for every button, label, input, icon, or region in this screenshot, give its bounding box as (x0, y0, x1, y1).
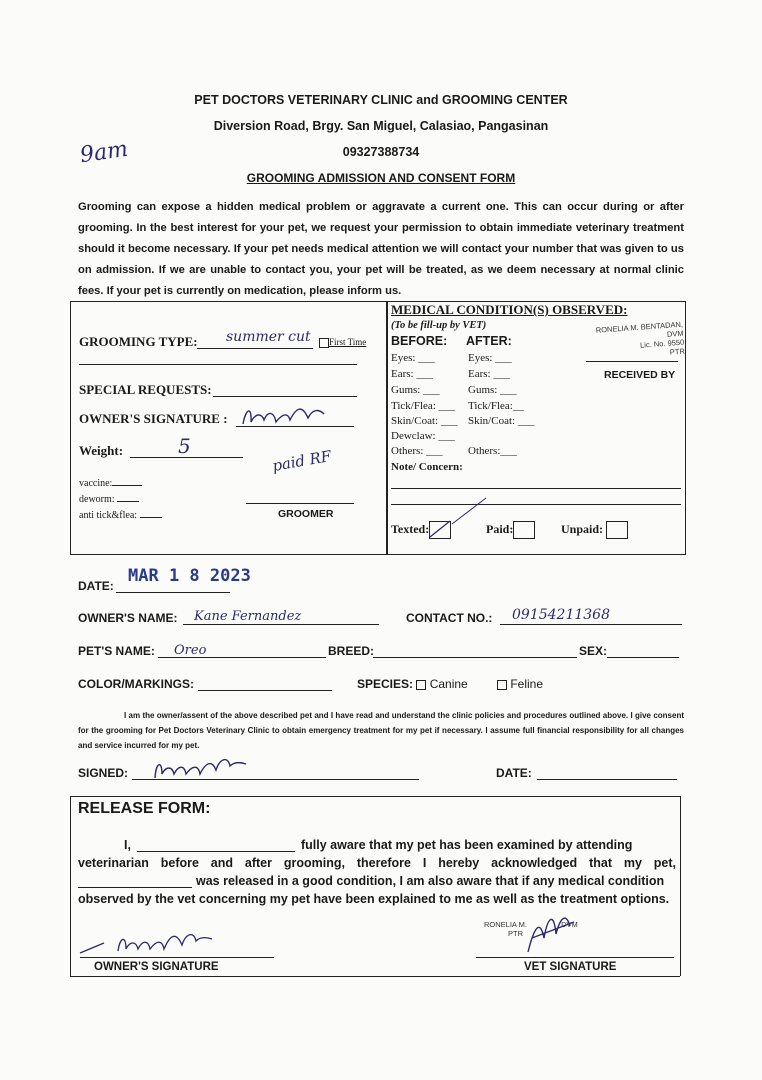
before-ears: Ears: ___ (391, 368, 433, 380)
before-label: BEFORE: (391, 334, 448, 348)
release-line4: observed by the vet concerning my pet have been explained to me as well as the treatment options. (78, 892, 670, 906)
received-by-label: RECEIVED BY (604, 369, 676, 381)
medical-subtitle: (To be fill-up by VET) (391, 320, 487, 331)
before-others: Others: ___ (391, 445, 443, 457)
feline-checkbox[interactable] (497, 680, 507, 690)
before-eyes: Eyes: ___ (391, 352, 435, 364)
release-title: RELEASE FORM: (78, 800, 211, 817)
date-label: DATE: (78, 579, 114, 593)
breed-label: BREED: (328, 644, 375, 658)
release-line3: was released in a good condition, I am also aware that if any medical condition (196, 874, 665, 888)
intro-paragraph: Grooming can expose a hidden medical problem or aggravate a current one. This can occur during or after grooming. In the best interest for your pet, we request your permission to obtain immediate veterinary treatment should it become necessary. If your pet needs medical attention we will contact your number that was given to us on admission. If we are unable to contact you, your pet will be treated, as we deem necessary at normal clinic fees. If your pet is currently on medication, please inform us. (78, 201, 684, 297)
signed-label: SIGNED: (78, 766, 129, 780)
texted-checkbox[interactable] (429, 521, 451, 539)
texted-pen-stroke (450, 496, 490, 526)
first-time-box[interactable] (319, 338, 329, 348)
after-label: AFTER: (466, 334, 512, 348)
form-title: GROOMING ADMISSION AND CONSENT FORM (246, 171, 516, 185)
before-skin-coat: Skin/Coat: ___ (391, 415, 458, 427)
clinic-address: Diversion Road, Brgy. San Miguel, Calasiao, Pangasinan (213, 119, 549, 133)
vet-stamp-release: RONELIA M. DVM PTR (484, 920, 578, 938)
sex-label: SEX: (579, 644, 608, 658)
anti-tick-field[interactable] (79, 510, 162, 521)
vaccine-label: vaccine: (79, 478, 113, 489)
paid-field[interactable]: Paid: (486, 521, 535, 539)
paid-checkbox[interactable] (513, 521, 535, 539)
pet-name-label: PET'S NAME: (78, 644, 155, 658)
owner-name-value[interactable]: Kane Fernandez (194, 609, 302, 624)
grooming-type-value[interactable]: summer cut (226, 329, 311, 345)
owner-signature-1 (238, 400, 328, 432)
date-stamp: MAR 1 8 2023 (128, 566, 251, 586)
owner-signature-3 (78, 925, 228, 961)
anti-tick-label: anti tick&flea: (79, 510, 138, 521)
special-requests-label: SPECIAL REQUESTS: (79, 382, 212, 397)
before-gums: Gums: ___ (391, 384, 440, 396)
signed-date-label: DATE: (496, 766, 532, 780)
after-gums: Gums: ___ (468, 384, 517, 396)
paid-note: paid RF (270, 446, 333, 476)
vet-signature-label: VET SIGNATURE (524, 961, 617, 973)
handwritten-time: 9am (78, 136, 130, 169)
grooming-type-label: GROOMING TYPE: (79, 334, 198, 349)
unpaid-field[interactable]: Unpaid: (561, 521, 628, 539)
after-tick-flea: Tick/Flea:__ (468, 400, 524, 412)
species-field: SPECIES: Canine (357, 677, 468, 691)
owner-signature-2 (150, 752, 250, 784)
first-time-label: First Time (329, 337, 367, 347)
release-line1-a: I, (124, 838, 131, 852)
note-concern-label: Note/ Concern: (391, 461, 463, 473)
unpaid-checkbox[interactable] (606, 521, 628, 539)
owner-signature-label: OWNER'S SIGNATURE : (79, 411, 228, 426)
deworm-field[interactable] (79, 494, 139, 505)
groomer-label: GROOMER (278, 508, 334, 520)
canine-checkbox[interactable] (416, 680, 426, 690)
pet-name-value[interactable]: Oreo (174, 643, 207, 658)
deworm-label: deworm: (79, 494, 115, 505)
texted-field[interactable]: Texted: (391, 521, 451, 539)
weight-value[interactable]: 5 (178, 434, 191, 458)
vaccine-field[interactable] (79, 478, 142, 489)
before-tick-flea: Tick/Flea: ___ (391, 400, 456, 412)
weight-label: Weight: (79, 443, 124, 458)
contact-label: CONTACT NO.: (406, 611, 493, 625)
owner-name-label: OWNER'S NAME: (78, 611, 178, 625)
after-ears: Ears: ___ (468, 368, 510, 380)
after-others: Others:___ (468, 445, 517, 457)
release-line1-b: fully aware that my pet has been examined by attending (301, 838, 633, 852)
medical-title: MEDICAL CONDITION(S) OBSERVED: (391, 302, 628, 317)
after-skin-coat: Skin/Coat: ___ (468, 415, 535, 427)
feline-field: Feline (497, 677, 543, 691)
color-markings-label: COLOR/MARKINGS: (78, 677, 194, 691)
first-time-checkbox[interactable] (319, 337, 366, 348)
clinic-name: PET DOCTORS VETERINARY CLINIC and GROOMING CENTER (194, 93, 568, 107)
consent-paragraph: I am the owner/assent of the above described pet and I have read and understand the clinic policies and procedures outlined above. I give consent for the grooming for Pet Doctors Veterinary Clinic to obtain emergency treatment for my pet if necessary. I assume full financial responsibility for all changes and service incurred for my pet. (78, 711, 684, 750)
release-line2: veterinarian before and after grooming, therefore I hereby acknowledged that my pet, (78, 856, 676, 870)
after-eyes: Eyes: ___ (468, 352, 512, 364)
contact-value[interactable]: 09154211368 (512, 607, 610, 623)
clinic-phone: 09327388734 (342, 145, 420, 159)
owner-signature-label-release: OWNER'S SIGNATURE (94, 961, 219, 973)
before-dewclaw: Dewclaw: ___ (391, 430, 455, 442)
vet-stamp: RONELIA M. BENTADAN, DVM Lic. No. 9550 PTR (595, 319, 686, 357)
vet-signature (520, 908, 580, 958)
